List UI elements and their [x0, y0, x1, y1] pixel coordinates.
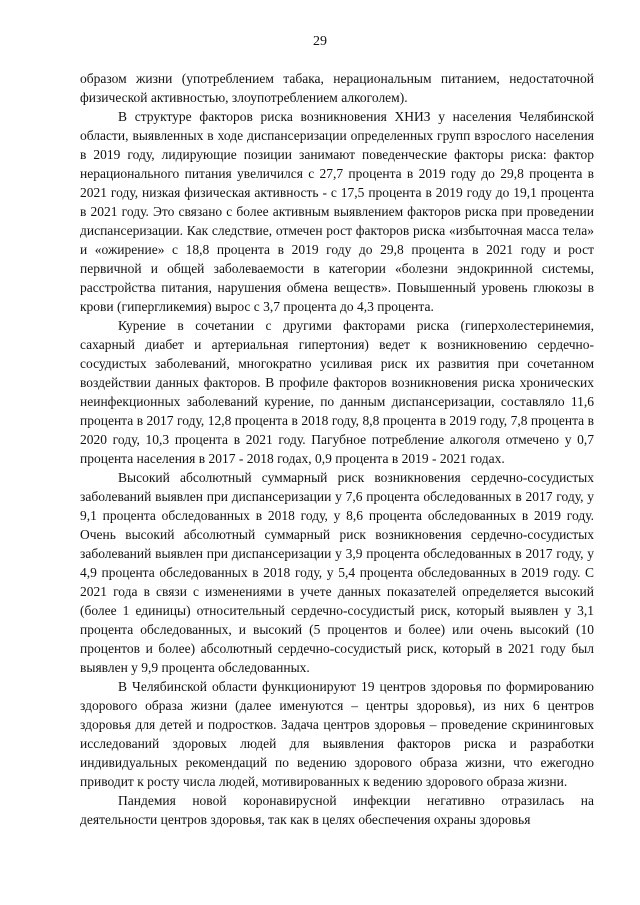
paragraph-cardiovascular-risk: Высокий абсолютный суммарный риск возникновения сердечно-сосудистых заболеваний выявлен при диспансеризации у 7,6 процента обследованных в 2017 году, у 9,1 процента обследованных в 2018 году, у 8,6 процента обследованных в 2019 году. Очень высокий абсолютный суммарный риск возникновения сердечно-сосудистых заболеваний выявлен при диспансеризации у 3,9 процента обследованных в 2017 году, у 4,9 процента обследованных в 2018 году, у 5,4 процента обследованных в 2019 году. С 2021 года в связи с изменениями в учете данных показателей определяется высокий (более 1 единицы) относительный сердечно-сосудистый риск, который выявлен у 3,1 процента обследованных, и высокий (5 процентов и более) или очень высокий (10 процентов и более) абсолютный сердечно-сосудистый риск, который в 2021 году был выявлен у 9,9 процента обследованных. — [80, 470, 594, 675]
document-body — [80, 69, 594, 829]
paragraph-health-centers: В Челябинской области функционируют 19 центров здоровья по формированию здорового образа жизни (далее именуются – центры здоровья), из них 6 центров здоровья для детей и подростков. Задача центров здоровья – проведение скрининговых исследований здоровых людей для выявления факторов риска и разработки индивидуальных рекомендаций по ведению здорового образа жизни, что ежегодно приводит к росту числа людей, мотивированных к ведению здорового образа жизни. — [80, 679, 594, 789]
page-number: 29 — [313, 34, 327, 49]
paragraph-smoking: Курение в сочетании с другими факторами риска (гиперхолестеринемия, сахарный диабет и артериальная гипертония) ведет к возникновению сердечно-сосудистых заболеваний, многократно усиливая риск их развития при сочетанном воздействии данных факторов. В профиле факторов возникновения риска хронических неинфекционных заболеваний курение, по данным диспансеризации, составляло 11,6 процента в 2017 году, 12,8 процента в 2018 году, 8,8 процента в 2019 году, 7,8 процента в 2020 году, 10,3 процента в 2021 году. Пагубное потребление алкоголя отмечено у 0,7 процента населения в 2017 - 2018 годах, 0,9 процента в 2019 - 2021 годах. — [80, 318, 594, 466]
paragraph-pandemic: Пандемия новой коронавирусной инфекции негативно отразилась на деятельности центров здоровья, так как в целях обеспечения охраны здоровья — [80, 793, 594, 827]
paragraph-continuation: образом жизни (употреблением табака, нерациональным питанием, недостаточной физической активностью, злоупотреблением алкоголем). — [80, 71, 594, 105]
paragraph-risk-factors-structure: В структуре факторов риска возникновения ХНИЗ у населения Челябинской области, выявленных в ходе диспансеризации определенных групп взрослого населения в 2019 году, лидирующие позиции занимают поведенческие факторы риска: фактор нерационального питания увеличился с 27,7 процента в 2019 году до 29,8 процента в 2021 году, низкая физическая активность - с 17,5 процента в 2019 году до 19,1 процента в 2021 году. Это связано с более активным выявлением факторов риска при проведении диспансеризации. Как следствие, отмечен рост факторов риска «избыточная масса тела» и «ожирение» с 18,8 процента в 2019 году до 29,8 процента в 2021 году и рост первичной и общей заболеваемости в категории «болезни эндокринной системы, расстройства питания, нарушения обмена веществ». Повышенный уровень глюкозы в крови (гипергликемия) вырос с 3,7 процента до 4,3 процента. — [80, 109, 594, 314]
